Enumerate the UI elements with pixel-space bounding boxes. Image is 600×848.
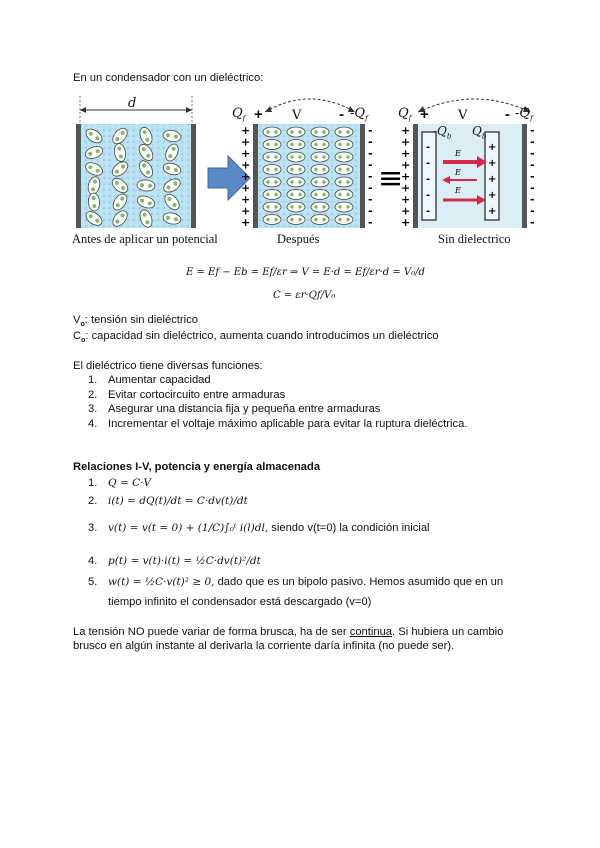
list-item: 4. Incrementar el voltaje máximo aplicable para evitar la ruptura dieléctrica. [88,417,468,430]
dipole [311,165,329,175]
dipole [287,215,305,225]
plus-sign: + [401,147,411,160]
relations-heading: Relaciones I-V, potencia y energía almacenada [73,461,321,473]
minus-sign: - [426,142,431,153]
dipole [311,202,329,212]
dipole [263,127,281,137]
plus-charges-2 [241,124,250,229]
plus-sign: + [401,170,411,183]
plus-sign: + [241,204,251,218]
minus-sign: - [368,216,373,229]
minus-sign: - [530,216,535,229]
minus-sign: - [530,193,535,206]
dipole [287,152,305,162]
label-qf-left: $Q_f$ [232,106,246,123]
minus-sign: - [426,158,431,169]
caption-after: Después [277,232,320,246]
plate-right-before [191,124,196,228]
plus-sign: + [488,206,497,217]
label-minus-2: - [339,106,344,123]
equation-capacity: C = εr·Qf/V₀ [273,290,336,301]
dipole [335,190,353,200]
list-item: 3. Asegurar una distancia fija y pequeña entre armaduras [88,403,381,415]
plus-sign: + [488,142,497,153]
dipole [287,202,305,212]
minus-sign: - [368,170,373,183]
underlined-continua: continua [349,626,393,638]
label-minus-3: - [505,106,510,123]
def-v0: $V_o$: tensión sin dieléctrico [73,314,198,329]
functions-intro: El dieléctrico tiene diversas funciones: [73,360,263,372]
dipole [287,127,305,137]
list-item: 2. Evitar cortocircuito entre armaduras [88,388,286,401]
capacitor-figure [60,92,540,252]
equation-field: E = Ef − Eb = Ef/εr ⇒ V = E·d = Ef/εr·d = V₀/d [186,267,425,278]
plus-sign: + [241,216,251,229]
minus-sign: - [368,124,373,137]
voltage-arc-3 [418,99,530,112]
caption-before: Antes de aplicar un potencial [72,232,218,246]
dipole [335,202,353,212]
plus-sign: + [401,181,411,195]
minus-charges-3 [530,124,535,229]
minus-sign: - [530,158,535,172]
closing-line-2: brusco en algún instante al derivarla la corriente daría infinita (no puede ser). [73,640,455,652]
plus-sign: + [241,135,251,149]
label-v-2: V [292,108,302,123]
label-qb-right: $Q_b$ [472,124,487,141]
plus-sign: + [241,147,251,160]
dipole [311,190,329,200]
plus-sign: + [401,204,411,218]
label-qf-left-3: $Q_f$ [398,106,412,123]
plus-sign: + [401,216,411,229]
dipole [287,140,305,150]
minus-sign: - [368,181,373,195]
minus-sign: - [368,204,373,218]
plus-sign: + [241,158,251,172]
plate-left-nodiel [413,124,418,228]
label-plus-2: + [254,106,263,123]
minus-sign: - [426,206,431,217]
plate-left-after [253,124,258,228]
dipole [287,177,305,187]
list-item: 1. Aumentar capacidad [88,374,211,386]
dipole [287,165,305,175]
minus-charges-2 [368,124,373,229]
dipole [335,177,353,187]
dipole [335,152,353,162]
plus-sign: + [241,124,251,137]
minus-sign: - [368,147,373,160]
label-qf-right: $-Q_f$ [350,106,368,123]
dipole [335,215,353,225]
minus-sign: - [530,204,535,218]
svg-text:E: E [455,186,461,195]
dipole [311,127,329,137]
plus-sign: + [488,158,497,169]
minus-sign: - [530,135,535,149]
dipole [263,152,281,162]
minus-sign: - [368,135,373,149]
plus-sign: + [488,174,497,185]
dipole [335,165,353,175]
plate-left-before [76,124,81,228]
svg-text:E: E [455,168,461,177]
dipole [263,215,281,225]
plus-sign: + [241,193,251,206]
dipole [335,127,353,137]
dipole [263,202,281,212]
plus-sign: + [488,190,497,201]
dipole [263,190,281,200]
plus-sign: + [241,181,251,195]
plus-sign: + [401,135,411,149]
minus-sign: - [530,181,535,195]
dipole [287,190,305,200]
label-qb-left: $-Q_b$ [433,124,452,141]
dipole [311,215,329,225]
plus-sign: + [241,170,251,183]
plus-sign: + [401,124,411,137]
dipole [311,140,329,150]
dipole [311,152,329,162]
minus-sign: - [426,190,431,201]
equivalence-sign: ≡ [378,161,404,196]
intro-text: En un condensador con un dieléctrico: [73,72,264,84]
def-c0: $C_o$: capacidad sin dieléctrico, aumenta cuando introducimos un dieléctrico [73,330,439,345]
minus-sign: - [368,193,373,206]
minus-sign: - [530,147,535,160]
plate-right-nodiel [522,124,527,228]
dipole [263,165,281,175]
plate-right-after [360,124,365,228]
label-qf-right-3: $-Q_f$ [515,106,533,123]
minus-sign: - [530,170,535,183]
plus-sign: + [401,158,411,172]
relation-5-cont: tiempo infinito el condensador está descargado (v=0) [108,596,372,608]
svg-text:E: E [455,149,461,158]
minus-sign: - [530,124,535,137]
dipole [335,140,353,150]
caption-nodiel: Sin dielectrico [438,232,511,246]
plus-sign: + [401,193,411,206]
functions-list [88,374,467,432]
dipole [263,177,281,187]
label-d: d [128,96,137,111]
label-plus-3: + [420,106,429,123]
minus-sign: - [368,158,373,172]
label-v-3: V [458,108,468,123]
dipole [263,140,281,150]
dipole [311,177,329,187]
closing-line-1: La tensión NO puede variar de forma brusca, ha de ser continua. Si hubiera un cambio [73,626,504,638]
minus-sign: - [426,174,431,185]
